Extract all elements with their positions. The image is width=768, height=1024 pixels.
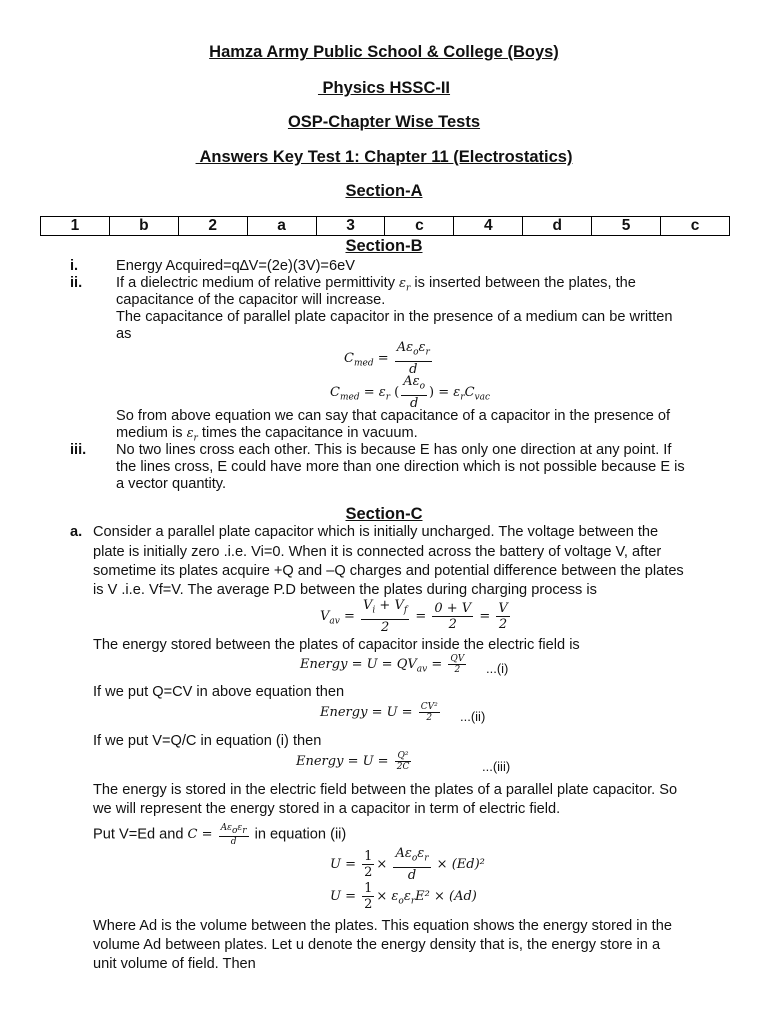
item-text: as bbox=[116, 326, 132, 342]
answer-cell: a bbox=[247, 217, 316, 236]
equation: Energy = $U = QV_{av}$ = $\frac{QV}{2}$ bbox=[300, 654, 465, 675]
answer-cell: 1 bbox=[41, 217, 110, 236]
item-text: the lines cross, E could have more than one direction which is not possible because E is bbox=[116, 459, 685, 475]
answer-cell: d bbox=[523, 217, 592, 236]
equation-tag: ...(ii) bbox=[460, 709, 486, 724]
item-text: capacitance of the capacitor will increase. bbox=[116, 292, 386, 308]
item-label: a. bbox=[70, 524, 83, 540]
equation: U = $\frac{1}{2}$ × $\frac{A\varepsilon_o\varepsilon_r}{d}$ × (Ed)² bbox=[330, 846, 485, 883]
answer-cell: 4 bbox=[454, 217, 523, 236]
answer-cell: b bbox=[109, 217, 178, 236]
item-text: Energy Acquired=q∆V=(2e)(3V)=6eV bbox=[116, 258, 355, 274]
equation-tag: ...(iii) bbox=[482, 759, 511, 774]
item-text: volume Ad between plates. Let u denote the energy density that is, the energy store in a bbox=[93, 937, 661, 953]
equation: Energy = U = $\frac{\text{CV²}}{2}$ bbox=[320, 702, 438, 723]
section-a-heading: Section-A bbox=[345, 182, 423, 200]
equation: U = $\frac{1}{2}$ × $\varepsilon_o\varepsilon_rE^2 \times (Ad)$ bbox=[330, 881, 477, 912]
section-a-answer-table bbox=[40, 216, 730, 236]
equation: $C_{med} = \varepsilon_r$ ( $\frac{A\varepsilon_o}{d}$ ) = $\varepsilon_rC_{vac}$ bbox=[330, 374, 491, 411]
item-label: iii. bbox=[70, 442, 87, 458]
item-text: If a dielectric medium of relative permittivity $\varepsilon_r$ is inserted between the plates, the bbox=[116, 275, 636, 294]
school-name: Hamza Army Public School & College (Boys) bbox=[209, 43, 559, 61]
test-series-title: OSP-Chapter Wise Tests bbox=[287, 113, 481, 131]
item-text: If we put V=Q/C in equation (i) then bbox=[93, 733, 322, 749]
item-label: i. bbox=[70, 258, 79, 274]
item-text: The energy stored between the plates of capacitor inside the electric field is bbox=[93, 637, 580, 653]
answer-cell: c bbox=[385, 217, 454, 236]
answer-cell: c bbox=[661, 217, 730, 236]
item-text: is V .i.e. Vf=V. The average P.D between the plates during charging process is bbox=[93, 582, 597, 598]
answers-key-title: Answers Key Test 1: Chapter 11 (Electrostatics) bbox=[195, 148, 573, 166]
item-text: a vector quantity. bbox=[116, 476, 227, 492]
item-text: If we put Q=CV in above equation then bbox=[93, 684, 345, 700]
item-text: we will represent the energy stored in a capacitor in term of electric field. bbox=[93, 801, 561, 817]
item-text: Where Ad is the volume between the plates. This equation shows the energy stored in the bbox=[93, 918, 672, 934]
section-b-heading: Section-B bbox=[345, 237, 423, 255]
answer-cell: 3 bbox=[316, 217, 385, 236]
item-text: So from above equation we can say that capacitance of a capacitor in the presence of bbox=[116, 408, 671, 424]
item-label: ii. bbox=[70, 275, 83, 291]
item-text: Consider a parallel plate capacitor which is initially uncharged. The voltage between the bbox=[93, 524, 659, 540]
equation: $V_{av}$ = $\frac{V_i + V_f}{2}$ = $\frac{0 + V}{2}$ = $\frac{V}{2}$ bbox=[320, 598, 508, 635]
equation: Energy = U = $\frac{\text{Q²}}{2C}$ bbox=[296, 751, 410, 772]
equation: $C_{med}$ = $\frac{A\varepsilon_o\varepsilon_r}{d}$ bbox=[344, 340, 430, 377]
item-text: unit volume of field. Then bbox=[93, 956, 256, 972]
answer-cell: 2 bbox=[178, 217, 247, 236]
item-text: plate is initially zero .i.e. Vi=0. When it is connected across the battery of voltage V, after bbox=[93, 544, 662, 560]
item-text: medium is $\varepsilon_r$ times the capacitance in vacuum. bbox=[116, 425, 418, 444]
subject-title: Physics HSSC-II bbox=[317, 79, 451, 97]
item-text: The energy is stored in the electric field between the plates of a parallel plate capacitor. So bbox=[93, 782, 678, 798]
section-c-heading: Section-C bbox=[345, 505, 423, 523]
item-text: Put V=Ed and C = $\frac{A\varepsilon_o\varepsilon_r}{d}$ in equation (ii) bbox=[93, 823, 347, 847]
equation-tag: ...(i) bbox=[486, 661, 509, 676]
answer-cell: 5 bbox=[592, 217, 661, 236]
item-text: sometime its plates acquire +Q and –Q charges and potential difference between the plates bbox=[93, 563, 684, 579]
item-text: No two lines cross each other. This is because E has only one direction at any point. If bbox=[116, 442, 672, 458]
item-text: The capacitance of parallel plate capacitor in the presence of a medium can be written bbox=[116, 309, 673, 325]
